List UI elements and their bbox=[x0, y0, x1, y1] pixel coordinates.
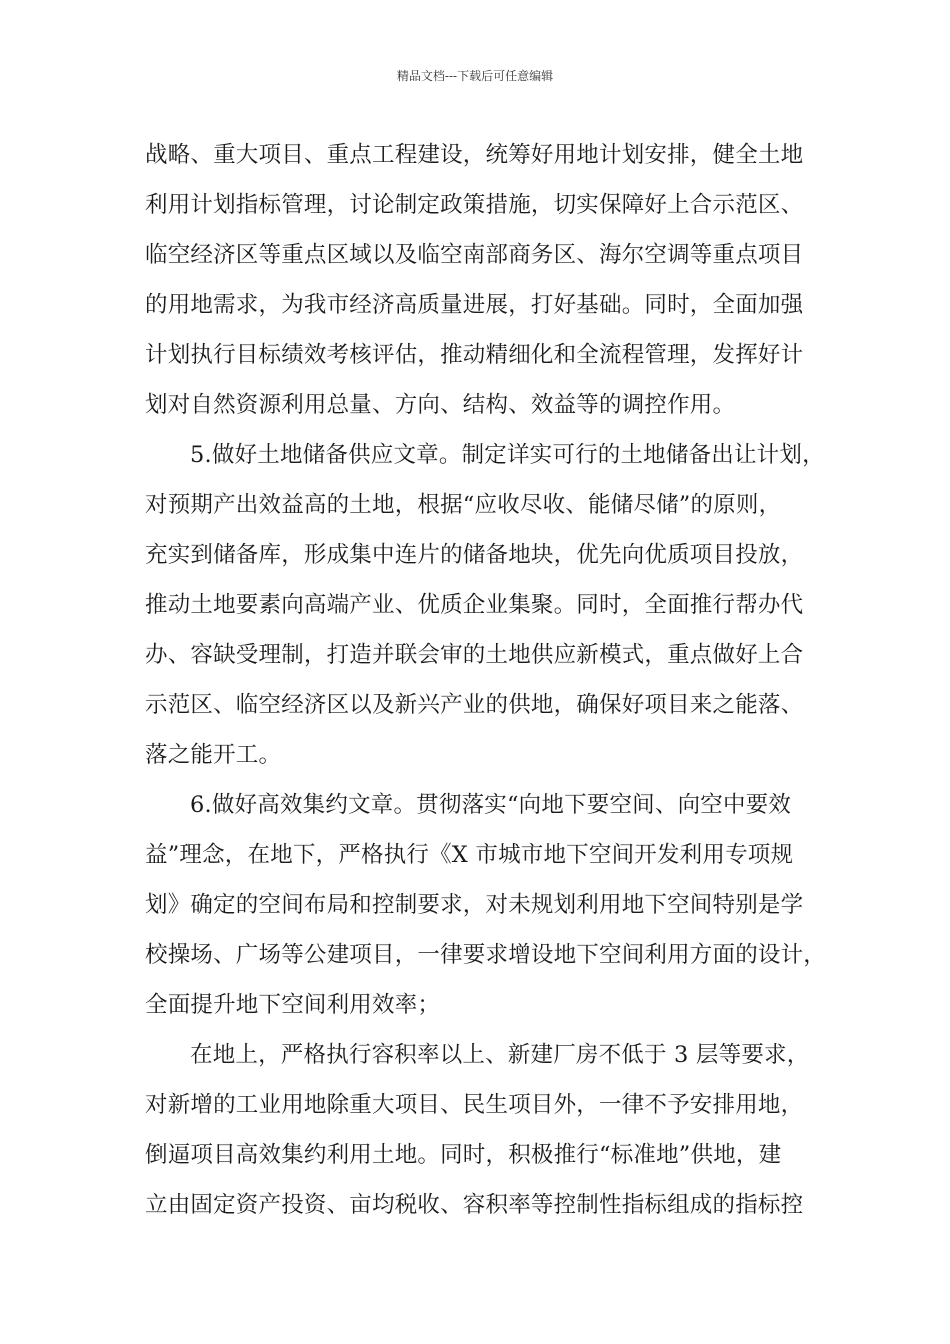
text-line: 益”理念，在地下，严格执行《X 市城市地下空间开发利用专项规 bbox=[145, 842, 794, 868]
text-line: 利用计划指标管理，讨论制定政策措施，切实保障好上合示范区、 bbox=[145, 192, 804, 218]
text-line: 临空经济区等重点区域以及临空南部商务区、海尔空调等重点项目 bbox=[145, 242, 804, 268]
text-line: 全面提升地下空间利用效率； bbox=[145, 992, 441, 1018]
text-line: 示范区、临空经济区以及新兴产业的供地，确保好项目来之能落、 bbox=[145, 692, 804, 718]
text-line: 计划执行目标绩效考核评估，推动精细化和全流程管理，发挥好计 bbox=[145, 342, 804, 368]
text-line: 立由固定资产投资、亩均税收、容积率等控制性指标组成的指标控 bbox=[145, 1192, 804, 1218]
text-line: 落之能开工。 bbox=[145, 742, 282, 768]
paragraph-start-line: 在地上，严格执行容积率以上、新建厂房不低于 3 层等要求， bbox=[190, 1042, 810, 1068]
text-line: 划对自然资源利用总量、方向、结构、效益等的调控作用。 bbox=[145, 392, 736, 418]
text-line: 的用地需求，为我市经济高质量进展，打好基础。同时，全面加强 bbox=[145, 292, 804, 318]
page-header: 精品文档---下载后可任意编辑 bbox=[396, 69, 554, 83]
text-line: 对新增的工业用地除重大项目、民生项目外，一律不予安排用地， bbox=[145, 1092, 804, 1118]
text-line: 校操场、广场等公建项目，一律要求增设地下空间利用方面的设计， bbox=[145, 942, 827, 968]
text-line: 充实到储备库，形成集中连片的储备地块，优先向优质项目投放， bbox=[145, 542, 804, 568]
text-line: 倒逼项目高效集约利用土地。同时，积极推行“标准地”供地，建 bbox=[145, 1142, 782, 1168]
document-body bbox=[145, 130, 825, 1230]
paragraph-start-line: 5.做好土地储备供应文章。制定详实可行的土地储备出让计划， bbox=[190, 442, 825, 468]
paragraph-start-line: 6.做好高效集约文章。贯彻落实“向地下要空间、向空中要效 bbox=[190, 792, 792, 818]
text-line: 战略、重大项目、重点工程建设，统筹好用地计划安排，健全土地 bbox=[145, 142, 804, 168]
text-line: 对预期产出效益高的土地，根据“应收尽收、能储尽储”的原则， bbox=[145, 492, 782, 518]
text-line: 办、容缺受理制，打造并联会审的土地供应新模式，重点做好上合 bbox=[145, 642, 804, 668]
text-line: 划》确定的空间布局和控制要求，对未规划利用地下空间特别是学 bbox=[145, 892, 804, 918]
text-line: 推动土地要素向高端产业、优质企业集聚。同时，全面推行帮办代 bbox=[145, 592, 804, 618]
